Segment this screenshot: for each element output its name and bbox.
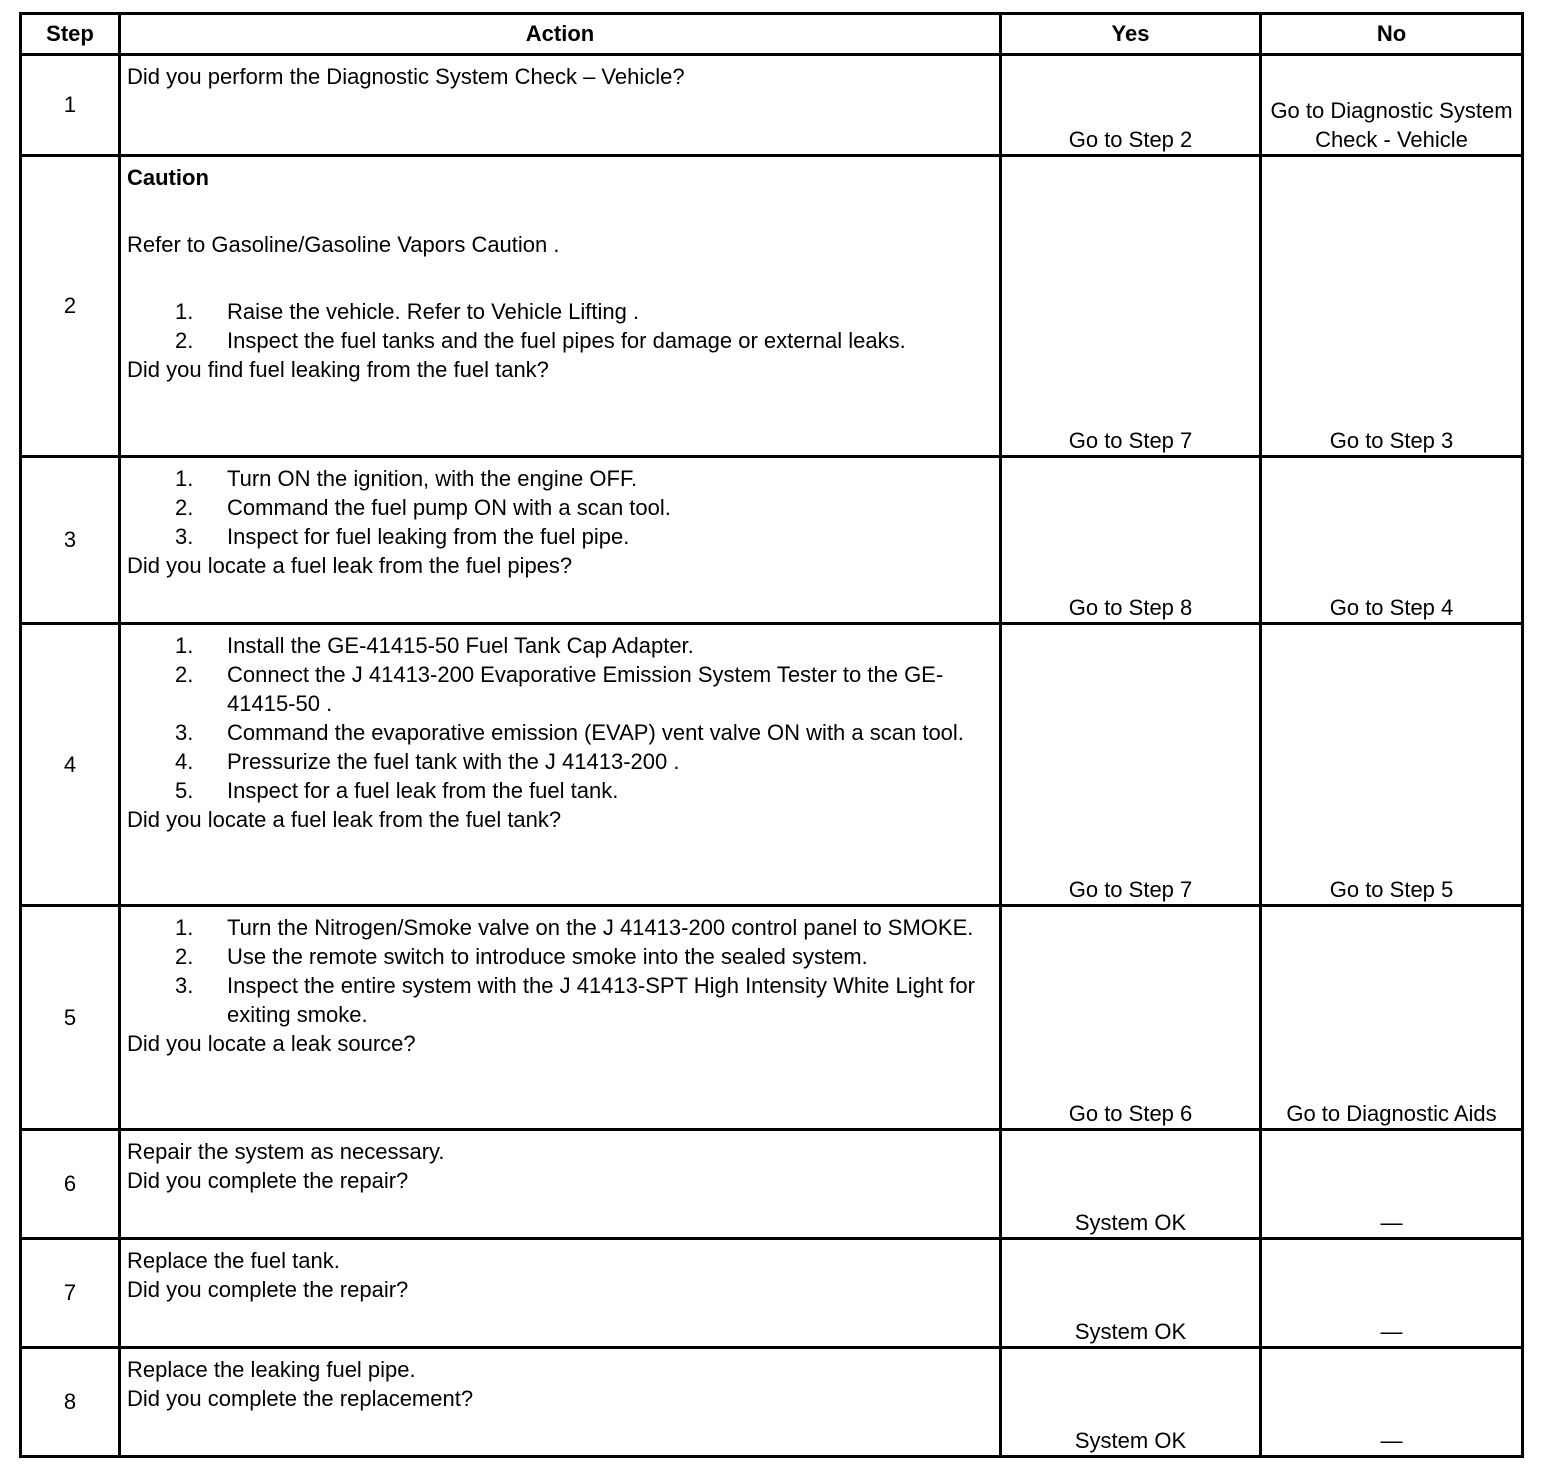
no-dash: — bbox=[1380, 1428, 1403, 1453]
table-row bbox=[21, 156, 1523, 457]
yes-link[interactable]: Go to Step 2 bbox=[1068, 127, 1193, 152]
action-question: Did you complete the repair? bbox=[127, 1168, 409, 1193]
list-item: 2. Inspect the fuel tanks and the fuel pipes for damage or external leaks. bbox=[175, 328, 906, 353]
step-number: 3 bbox=[21, 457, 120, 624]
action-question: Did you locate a fuel leak from the fuel pipes? bbox=[127, 553, 573, 578]
table-row bbox=[21, 906, 1523, 1130]
yes-link[interactable]: System OK bbox=[1074, 1428, 1187, 1453]
header-row bbox=[21, 14, 1523, 55]
action-cell bbox=[120, 55, 1001, 156]
table-row bbox=[21, 457, 1523, 624]
no-dash: — bbox=[1380, 1210, 1403, 1235]
action-text: Repair the system as necessary. bbox=[127, 1139, 445, 1164]
list-item: 4. Pressurize the fuel tank with the J 41413-200 . bbox=[175, 749, 680, 774]
yes-cell bbox=[1001, 457, 1261, 624]
no-cell bbox=[1261, 1130, 1523, 1239]
action-list bbox=[127, 631, 993, 805]
header-yes: Yes bbox=[1001, 14, 1261, 55]
yes-link[interactable]: Go to Step 7 bbox=[1068, 877, 1193, 902]
action-cell bbox=[120, 906, 1001, 1130]
list-item: 1. Turn ON the ignition, with the engine OFF. bbox=[175, 466, 638, 491]
diagnostic-table bbox=[19, 12, 1524, 1458]
action-cell bbox=[120, 624, 1001, 906]
table-row bbox=[21, 1239, 1523, 1348]
header-step: Step bbox=[21, 14, 120, 55]
action-question: Did you perform the Diagnostic System Check – Vehicle? bbox=[127, 64, 685, 89]
action-question: Did you locate a fuel leak from the fuel tank? bbox=[127, 807, 562, 832]
no-link[interactable]: Go to Diagnostic Aids bbox=[1286, 1101, 1497, 1126]
table-row bbox=[21, 624, 1523, 906]
list-item: 3. Inspect for fuel leaking from the fuel pipe. bbox=[175, 524, 630, 549]
action-cell bbox=[120, 156, 1001, 457]
action-question: Did you complete the replacement? bbox=[127, 1386, 474, 1411]
no-cell bbox=[1261, 1348, 1523, 1457]
action-list bbox=[127, 464, 993, 551]
yes-cell bbox=[1001, 906, 1261, 1130]
action-question: Did you locate a leak source? bbox=[127, 1031, 416, 1056]
action-list bbox=[127, 297, 993, 355]
step-number: 5 bbox=[21, 906, 120, 1130]
list-item: 1. Turn the Nitrogen/Smoke valve on the J 41413-200 control panel to SMOKE. bbox=[175, 915, 974, 940]
no-link[interactable]: Go to Diagnostic System Check - Vehicle bbox=[1270, 98, 1513, 152]
header-no: No bbox=[1261, 14, 1523, 55]
list-item: 1. Install the GE-41415-50 Fuel Tank Cap Adapter. bbox=[175, 633, 694, 658]
action-cell bbox=[120, 1348, 1001, 1457]
yes-cell bbox=[1001, 156, 1261, 457]
list-item: 2. Use the remote switch to introduce smoke into the sealed system. bbox=[175, 944, 868, 969]
no-link[interactable]: Go to Step 5 bbox=[1329, 877, 1454, 902]
action-cell bbox=[120, 1239, 1001, 1348]
yes-cell bbox=[1001, 1130, 1261, 1239]
yes-cell bbox=[1001, 624, 1261, 906]
action-cell bbox=[120, 457, 1001, 624]
table-row bbox=[21, 1130, 1523, 1239]
no-link[interactable]: Go to Step 3 bbox=[1329, 428, 1454, 453]
no-cell bbox=[1261, 1239, 1523, 1348]
yes-link[interactable]: Go to Step 8 bbox=[1068, 595, 1193, 620]
list-item: 2. Connect the J 41413-200 Evaporative Emission System Tester to the GE-41415-50 . bbox=[175, 662, 944, 716]
caution-text: Refer to Gasoline/Gasoline Vapors Caution . bbox=[127, 232, 560, 257]
step-number: 7 bbox=[21, 1239, 120, 1348]
action-cell bbox=[120, 1130, 1001, 1239]
caution-title: Caution bbox=[127, 165, 209, 190]
table-row bbox=[21, 55, 1523, 156]
list-item: 3. Inspect the entire system with the J 41413-SPT High Intensity White Light for exiting smoke. bbox=[175, 973, 975, 1027]
table-row bbox=[21, 1348, 1523, 1457]
action-text: Replace the leaking fuel pipe. bbox=[127, 1357, 416, 1382]
no-dash: — bbox=[1380, 1319, 1403, 1344]
yes-link[interactable]: Go to Step 6 bbox=[1068, 1101, 1193, 1126]
action-question: Did you find fuel leaking from the fuel tank? bbox=[127, 357, 549, 382]
step-number: 1 bbox=[21, 55, 120, 156]
action-list bbox=[127, 913, 993, 1029]
step-number: 6 bbox=[21, 1130, 120, 1239]
no-cell bbox=[1261, 624, 1523, 906]
list-item: 2. Command the fuel pump ON with a scan tool. bbox=[175, 495, 671, 520]
no-cell bbox=[1261, 906, 1523, 1130]
no-cell bbox=[1261, 457, 1523, 624]
yes-link[interactable]: Go to Step 7 bbox=[1068, 428, 1193, 453]
no-link[interactable]: Go to Step 4 bbox=[1329, 595, 1454, 620]
yes-cell bbox=[1001, 55, 1261, 156]
yes-cell bbox=[1001, 1239, 1261, 1348]
header-action: Action bbox=[120, 14, 1001, 55]
no-cell bbox=[1261, 156, 1523, 457]
step-number: 2 bbox=[21, 156, 120, 457]
yes-cell bbox=[1001, 1348, 1261, 1457]
list-item: 5. Inspect for a fuel leak from the fuel tank. bbox=[175, 778, 619, 803]
yes-link[interactable]: System OK bbox=[1074, 1210, 1187, 1235]
step-number: 8 bbox=[21, 1348, 120, 1457]
action-text: Replace the fuel tank. bbox=[127, 1248, 340, 1273]
list-item: 3. Command the evaporative emission (EVAP) vent valve ON with a scan tool. bbox=[175, 720, 964, 745]
action-question: Did you complete the repair? bbox=[127, 1277, 409, 1302]
list-item: 1. Raise the vehicle. Refer to Vehicle Lifting . bbox=[175, 299, 640, 324]
step-number: 4 bbox=[21, 624, 120, 906]
yes-link[interactable]: System OK bbox=[1074, 1319, 1187, 1344]
no-cell bbox=[1261, 55, 1523, 156]
